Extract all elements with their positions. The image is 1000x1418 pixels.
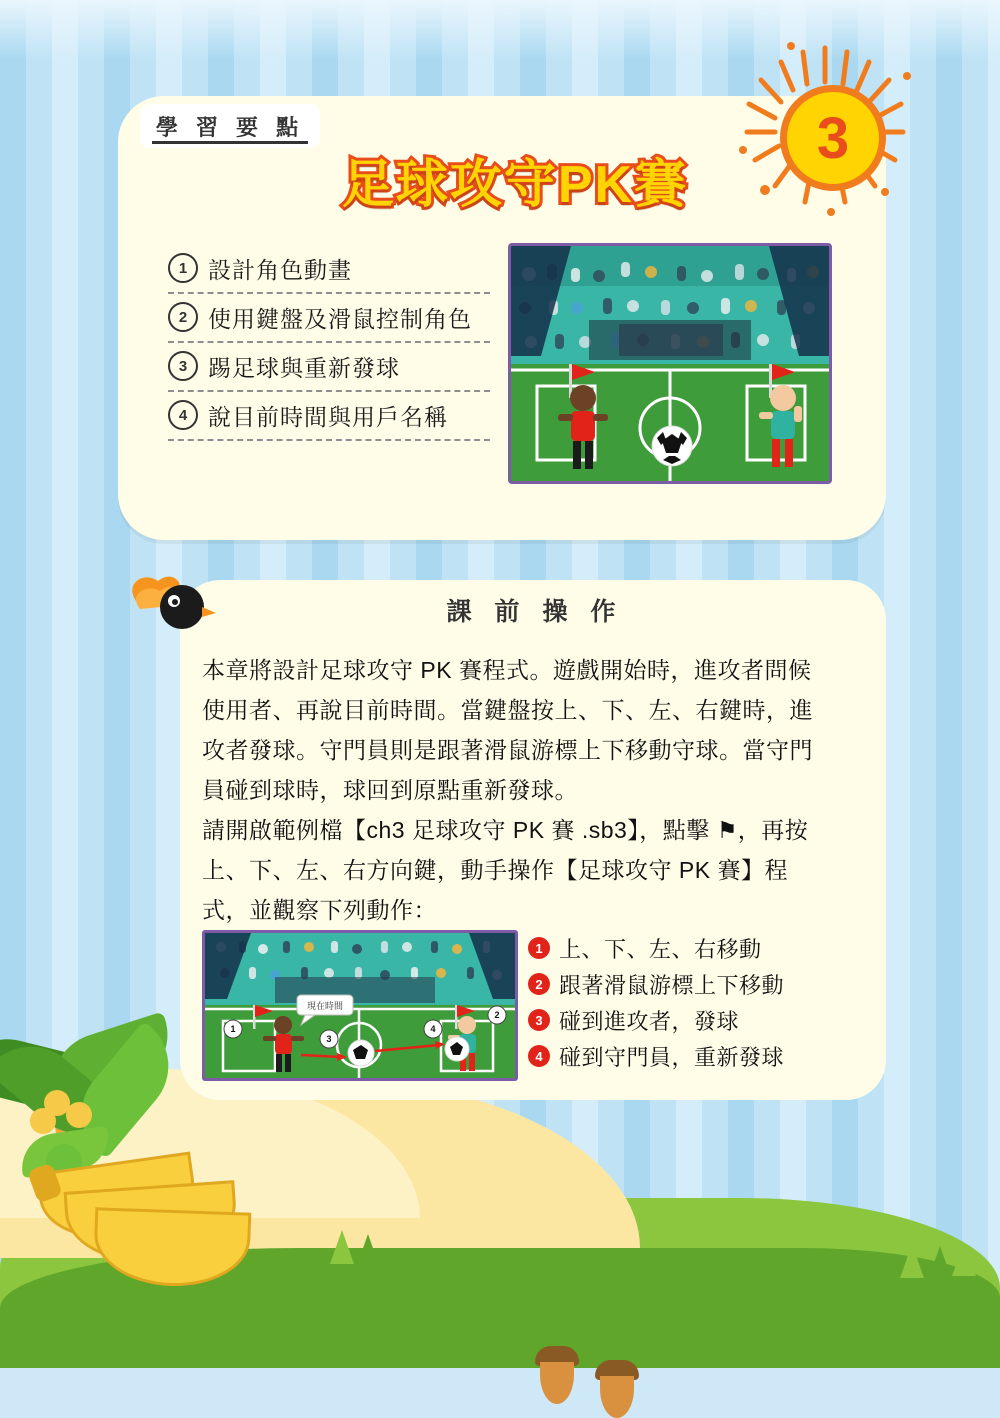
dotted-rule <box>168 292 490 294</box>
dotted-rule <box>168 439 490 441</box>
legend-item <box>528 1038 838 1074</box>
learning-point-number: 3 <box>168 351 198 381</box>
svg-text:1: 1 <box>230 1024 236 1034</box>
legend-label: 跟著滑鼠游標上下移動 <box>559 972 785 998</box>
grass-tuft-icon <box>928 1246 952 1280</box>
legend-item <box>528 966 838 1002</box>
game-screenshot-annotated <box>202 930 518 1081</box>
learning-point-number: 1 <box>168 253 198 283</box>
svg-text:3: 3 <box>326 1034 332 1044</box>
dotted-rule <box>168 341 490 343</box>
learning-point-number: 4 <box>168 400 198 430</box>
legend-number: 2 <box>528 973 550 995</box>
learning-point-number: 2 <box>168 302 198 332</box>
grass-tuft-icon <box>330 1230 354 1264</box>
tab-underline <box>152 141 308 144</box>
grass-tuft-icon <box>952 1242 976 1276</box>
legend-label: 上、下、左、右移動 <box>559 936 762 962</box>
legend-item <box>528 1002 838 1038</box>
learning-points-tab-label: 學 習 要 點 <box>155 114 305 140</box>
learning-point-label: 使用鍵盤及滑鼠控制角色 <box>208 305 472 332</box>
learning-point-row <box>168 248 498 288</box>
preclass-paragraph-2: 請開啟範例檔【ch3 足球攻守 PK 賽 .sb3】，點擊 ⚑，再按上、下、左、右方向鍵，動手操作【足球攻守 PK 賽】程式，並觀察下列動作： <box>202 817 809 923</box>
dotted-rule <box>168 390 490 392</box>
learning-point-row <box>168 297 498 337</box>
game-screenshot-main <box>508 243 832 484</box>
preclass-body <box>202 650 832 930</box>
preclass-title: 課 前 操 作 <box>446 598 624 626</box>
learning-point-label: 設計角色動畫 <box>208 256 352 283</box>
learning-points-tab <box>140 104 320 148</box>
learning-point-row <box>168 395 498 435</box>
bird-icon <box>118 565 228 645</box>
legend-label: 碰到進攻者，發球 <box>559 1008 740 1034</box>
grass-tuft-icon <box>356 1234 380 1268</box>
chapter-title: 足球攻守PK賽 <box>341 156 689 214</box>
chapter-number-badge: 3 <box>780 85 886 191</box>
legend-number: 1 <box>528 937 550 959</box>
learning-point-label: 踢足球與重新發球 <box>208 354 400 381</box>
legend-number: 3 <box>528 1009 550 1031</box>
svg-text:4: 4 <box>430 1024 436 1034</box>
legend-number: 4 <box>528 1045 550 1067</box>
legend-label: 碰到守門員，重新發球 <box>559 1044 785 1070</box>
svg-text:2: 2 <box>494 1010 500 1020</box>
grass-tuft-icon <box>900 1244 924 1278</box>
preclass-paragraph-1: 本章將設計足球攻守 PK 賽程式。遊戲開始時，進攻者問候使用者、再說目前時間。當鍵盤按上、下、左、右鍵時，進攻者發球。守門員則是跟著滑鼠游標上下移動守球。當守門員碰到球時，球回到原點重新發球。 <box>202 657 813 803</box>
learning-point-label: 說目前時間與用戶名稱 <box>208 403 448 430</box>
svg-text:現在時間: 現在時間 <box>306 1001 344 1011</box>
learning-point-row <box>168 346 498 386</box>
screenshot-legend <box>528 930 838 1074</box>
legend-item <box>528 930 838 966</box>
